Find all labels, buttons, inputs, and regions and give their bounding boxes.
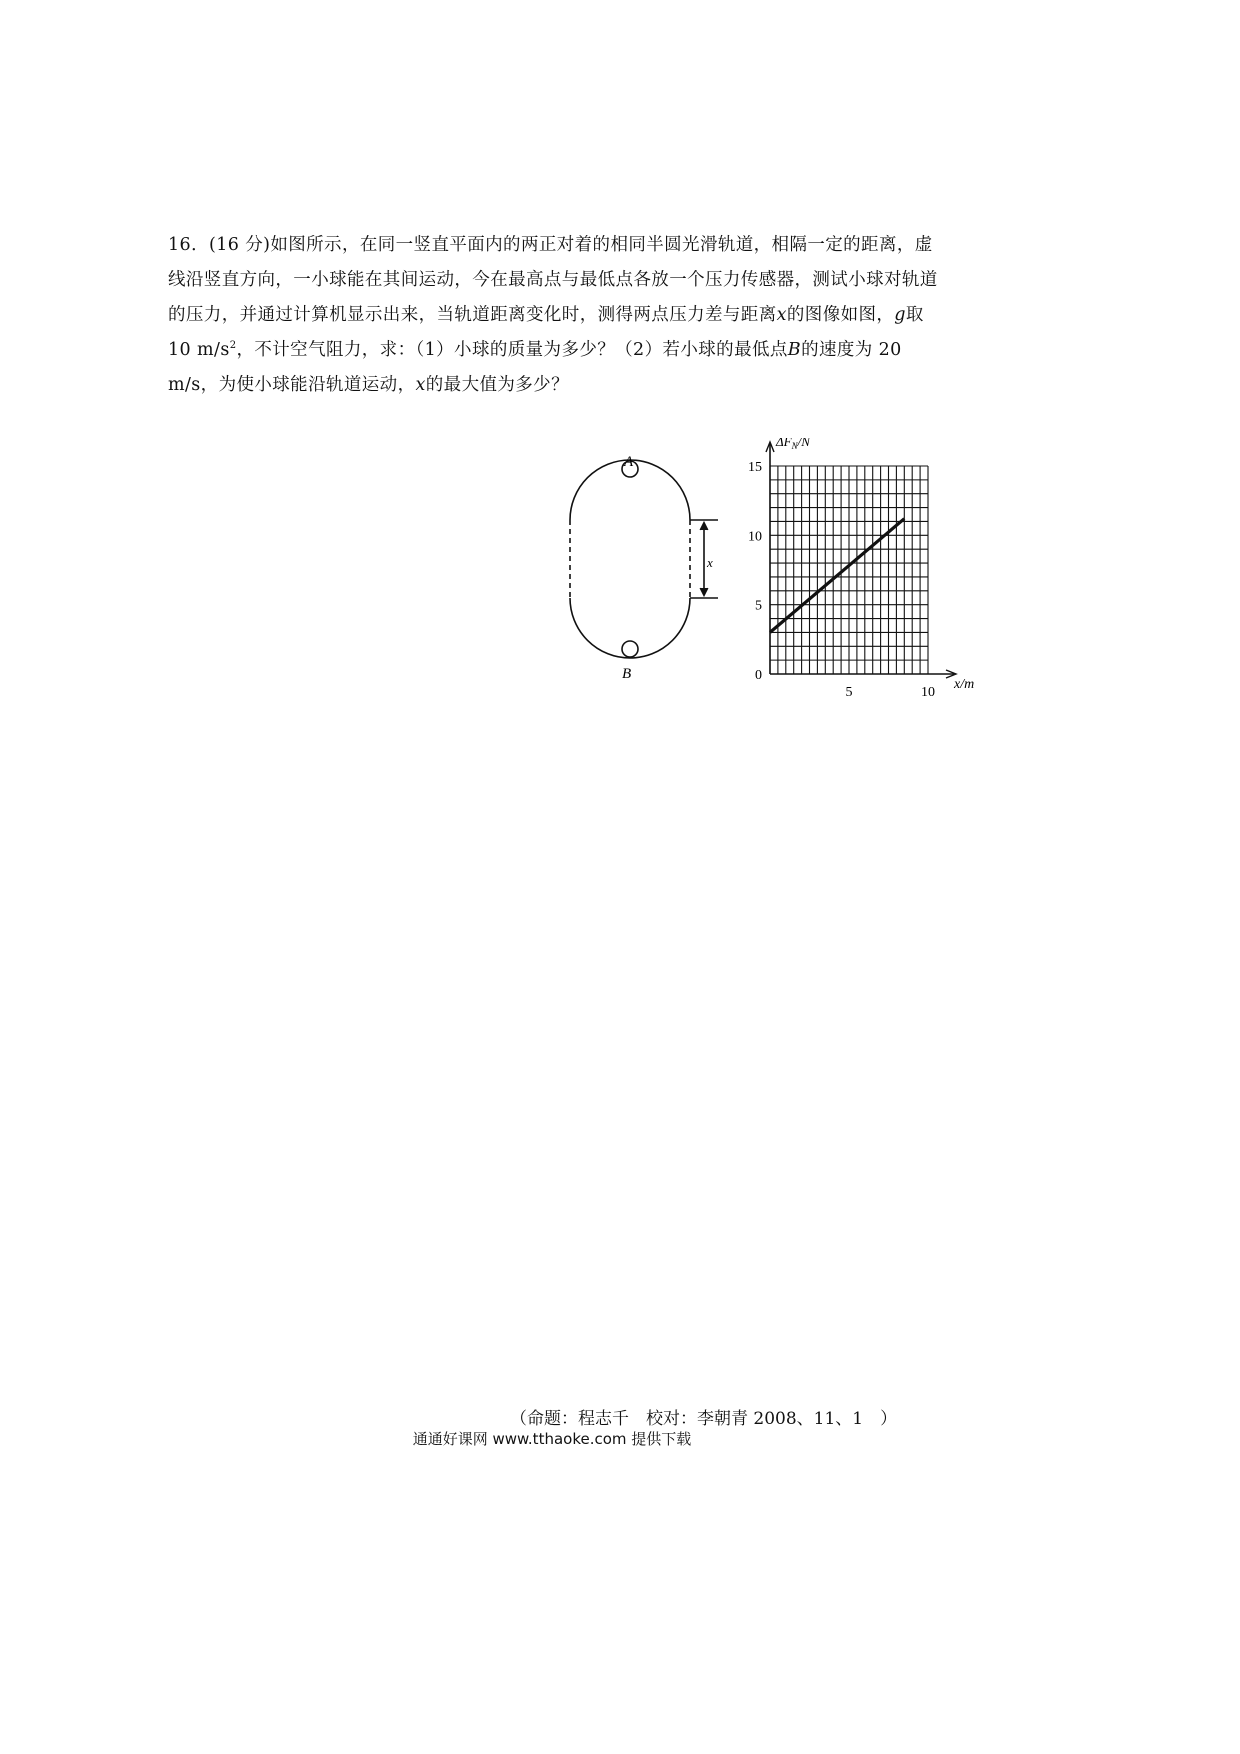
footer-source: 通通好课网 www.tthaoke.com 提供下载 bbox=[412, 1430, 692, 1448]
exponent: 2 bbox=[229, 340, 237, 352]
sensor-bottom bbox=[622, 641, 638, 657]
y-tick-label: 0 bbox=[755, 668, 762, 683]
question-text: 16．(16 分)如图所示，在同一竖直平面内的两正对着的相同半圆光滑轨道，相隔一定的距离，虚线沿竖直方向，一小球能在其间运动，今在最高点与最低点各放一个压力传感器，测试小球对轨道的压力，并通过计算机显示出来，当轨道距离变化时，测得两点压力差与距离x的图像如图，g取 10 $m/s^2$，不计空气阻力，求：（1）小球的质量为多少？（2）若小球的最低点B的速度为 20 m/s，为使小球能沿轨道运动，x的最大值为多少？ bbox=[168, 235, 938, 395]
var-x-2: x bbox=[415, 375, 426, 395]
question-16 bbox=[168, 228, 948, 403]
gap-arrow-head-bottom bbox=[700, 588, 708, 596]
bottom-semicircle bbox=[570, 598, 690, 658]
y-tick-label: 10 bbox=[748, 529, 762, 545]
figure-svg bbox=[560, 438, 990, 708]
var-B: B bbox=[787, 340, 802, 360]
x-tick-label: 5 bbox=[845, 685, 853, 700]
chart bbox=[748, 438, 974, 700]
y-tick-label: 15 bbox=[748, 460, 762, 475]
label-A: A bbox=[624, 454, 634, 470]
question-number: 16． bbox=[168, 235, 209, 255]
y-axis-label-subscript: N bbox=[791, 441, 798, 451]
y-axis-label-unit: /N bbox=[797, 438, 810, 449]
x-axis-label: x/m bbox=[954, 677, 975, 692]
var-g: g bbox=[894, 305, 906, 325]
footer-credit: （命题：程志千 校对：李朝青 2008、11、1 ） bbox=[510, 1409, 898, 1429]
y-axis-label: $\Delta F_N/N$ bbox=[775, 438, 811, 451]
x-tick-label: 10 bbox=[921, 685, 935, 700]
gap-arrow-head-top bbox=[700, 522, 708, 530]
figure bbox=[560, 438, 990, 712]
label-B: B bbox=[622, 666, 632, 682]
y-tick-label: 5 bbox=[755, 598, 762, 614]
label-x: x bbox=[707, 555, 713, 570]
track-diagram bbox=[570, 460, 718, 658]
var-x: x bbox=[776, 305, 787, 325]
question-score: (16 分) bbox=[208, 235, 271, 255]
